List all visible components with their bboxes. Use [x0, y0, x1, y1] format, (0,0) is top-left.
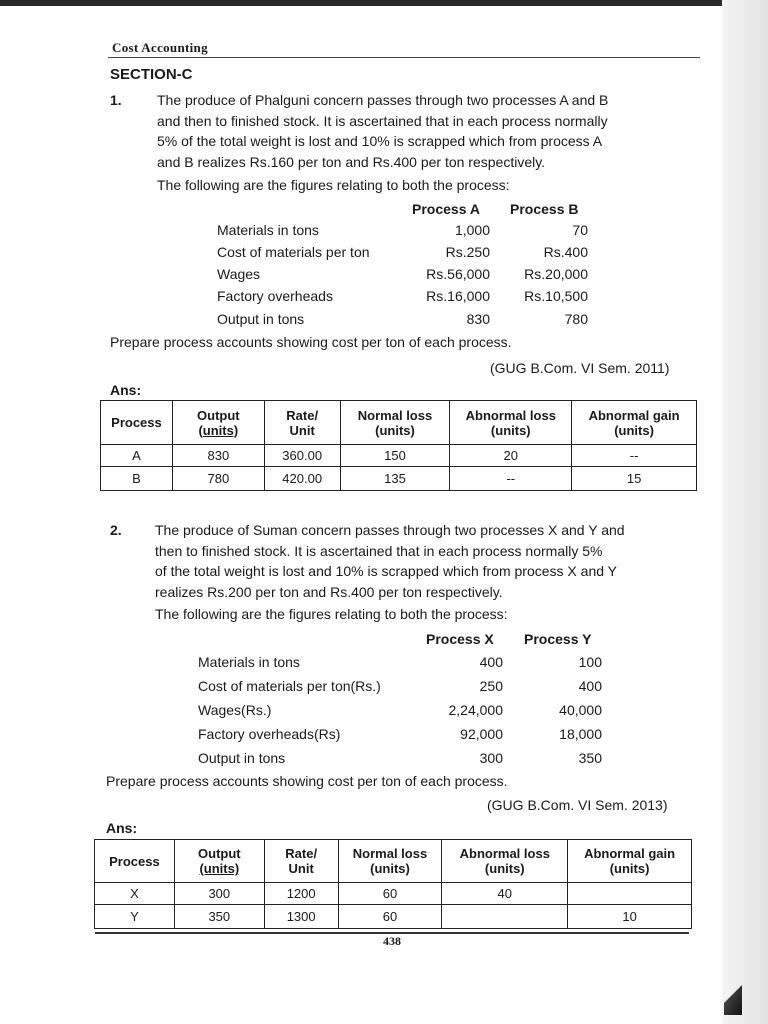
figure-label: Factory overheads(Rs)	[198, 726, 341, 742]
question-1-line: and B realizes Rs.160 per ton and Rs.400 per ton respectively.	[157, 153, 546, 170]
header-rule	[108, 57, 700, 58]
cell-abnormal-loss: 40	[442, 883, 568, 905]
running-header: Cost Accounting	[112, 40, 208, 55]
figure-value-y: 350	[578, 750, 602, 766]
cell-normal-loss: 135	[340, 467, 450, 491]
cell-process: X	[95, 883, 175, 905]
answer-1-table	[100, 400, 697, 491]
cell-rate: 1300	[264, 905, 338, 929]
top-edge-bar	[0, 0, 768, 6]
question-2-number: 2.	[110, 522, 122, 538]
figure-value-x: 2,24,000	[448, 702, 503, 718]
question-2-instruction: Prepare process accounts showing cost per ton of each process.	[106, 773, 508, 789]
figure-label: Factory overheads	[217, 288, 333, 304]
figure-label: Cost of materials per ton	[217, 244, 370, 260]
figure-value-y: 40,000	[559, 702, 602, 718]
q1-col-head-b: Process B	[510, 201, 579, 217]
figure-value-y: 400	[578, 678, 602, 694]
figure-value-x: 92,000	[460, 726, 503, 742]
question-1-instruction: Prepare process accounts showing cost per ton of each process.	[110, 334, 512, 350]
col-header-output: Output (units)	[172, 401, 264, 445]
col-header-abnormal-gain: Abnormal gain (units)	[572, 401, 697, 445]
question-1-source: (GUG B.Com. VI Sem. 2011)	[490, 360, 670, 376]
question-1-line: The produce of Phalguni concern passes through two processes A and B	[157, 92, 609, 108]
page-number: 438	[383, 934, 401, 948]
cell-rate: 360.00	[264, 445, 340, 467]
question-2-text	[155, 520, 700, 602]
cell-process: A	[101, 445, 173, 467]
section-title: SECTION-C	[110, 66, 193, 83]
figure-label: Wages(Rs.)	[198, 702, 272, 718]
cell-abnormal-gain: 10	[568, 905, 692, 929]
answer-1-header-row	[101, 401, 697, 445]
q1-col-head-a: Process A	[412, 201, 480, 217]
cell-process: Y	[95, 905, 175, 929]
figure-value-y: 18,000	[559, 726, 602, 742]
col-header-process: Process	[101, 401, 173, 445]
cell-abnormal-gain: --	[572, 445, 697, 467]
cell-normal-loss: 60	[338, 883, 442, 905]
figure-value-b: Rs.10,500	[524, 288, 588, 304]
cell-normal-loss: 60	[338, 905, 442, 929]
table-row	[101, 445, 697, 467]
col-header-normal-loss: Normal loss (units)	[338, 840, 442, 883]
figure-label: Cost of materials per ton(Rs.)	[198, 678, 381, 694]
question-2-intro: The following are the figures relating to both the process:	[155, 606, 508, 622]
table-row	[95, 905, 692, 929]
question-1-number: 1.	[110, 92, 122, 108]
figure-value-x: 300	[479, 750, 503, 766]
figure-value-b: Rs.400	[543, 244, 588, 260]
cell-abnormal-loss: --	[450, 467, 572, 491]
answer-2-label: Ans:	[106, 820, 138, 836]
figure-value-a: 1,000	[454, 222, 490, 238]
col-header-abnormal-gain: Abnormal gain (units)	[568, 840, 692, 883]
question-1-line: and then to finished stock. It is ascertained that in each process normally	[157, 112, 608, 129]
question-1-line: 5% of the total weight is lost and 10% is scrapped which from process A	[157, 133, 603, 149]
q2-col-head-x: Process X	[426, 631, 494, 647]
answer-2-header-row	[95, 840, 692, 883]
question-2-line: then to finished stock. It is ascertained that in each process normally 5%	[155, 542, 603, 559]
figure-value-a: Rs.250	[445, 244, 490, 260]
figure-label: Output in tons	[198, 750, 286, 766]
question-1-intro: The following are the figures relating to both the process:	[157, 177, 510, 193]
figure-value-b: 70	[572, 222, 588, 238]
answer-2-table	[94, 839, 692, 929]
col-header-normal-loss: Normal loss (units)	[340, 401, 450, 445]
figure-label: Materials in tons	[217, 222, 319, 238]
question-2-line: The produce of Suman concern passes through two processes X and Y and	[155, 522, 625, 538]
page-corner-mark	[724, 985, 742, 1015]
col-header-abnormal-loss: Abnormal loss (units)	[450, 401, 572, 445]
cell-output: 350	[174, 905, 264, 929]
page-edge-shadow	[722, 0, 768, 1024]
table-row	[95, 883, 692, 905]
q2-col-head-y: Process Y	[524, 631, 592, 647]
figure-value-x: 400	[479, 654, 503, 670]
answer-1-label: Ans:	[110, 382, 142, 398]
figure-value-b: 780	[564, 311, 588, 327]
col-header-output: Output (units)	[174, 840, 264, 883]
cell-abnormal-loss: 20	[450, 445, 572, 467]
question-2-line: of the total weight is lost and 10% is scrapped which from process X and Y	[155, 563, 617, 579]
cell-normal-loss: 150	[340, 445, 450, 467]
cell-abnormal-loss	[442, 905, 568, 929]
figure-value-a: Rs.16,000	[426, 288, 490, 304]
cell-output: 830	[172, 445, 264, 467]
figure-value-b: Rs.20,000	[524, 266, 588, 282]
question-2-source: (GUG B.Com. VI Sem. 2013)	[487, 797, 668, 813]
figure-label: Materials in tons	[198, 654, 300, 670]
figure-value-a: 830	[466, 311, 490, 327]
col-header-rate: Rate/ Unit	[264, 840, 338, 883]
cell-abnormal-gain: 15	[572, 467, 697, 491]
cell-abnormal-gain	[568, 883, 692, 905]
figure-value-x: 250	[479, 678, 503, 694]
cell-rate: 420.00	[264, 467, 340, 491]
figure-value-y: 100	[578, 654, 602, 670]
col-header-rate: Rate/ Unit	[264, 401, 340, 445]
figure-label: Wages	[217, 266, 261, 282]
cell-output: 780	[172, 467, 264, 491]
col-header-process: Process	[95, 840, 175, 883]
cell-rate: 1200	[264, 883, 338, 905]
cell-process: B	[101, 467, 173, 491]
question-1-text	[157, 90, 702, 172]
figure-label: Output in tons	[217, 311, 305, 327]
figure-value-a: Rs.56,000	[426, 266, 490, 282]
table-row	[101, 467, 697, 491]
question-2-line: realizes Rs.200 per ton and Rs.400 per ton respectively.	[155, 583, 503, 600]
cell-output: 300	[174, 883, 264, 905]
col-header-abnormal-loss: Abnormal loss (units)	[442, 840, 568, 883]
